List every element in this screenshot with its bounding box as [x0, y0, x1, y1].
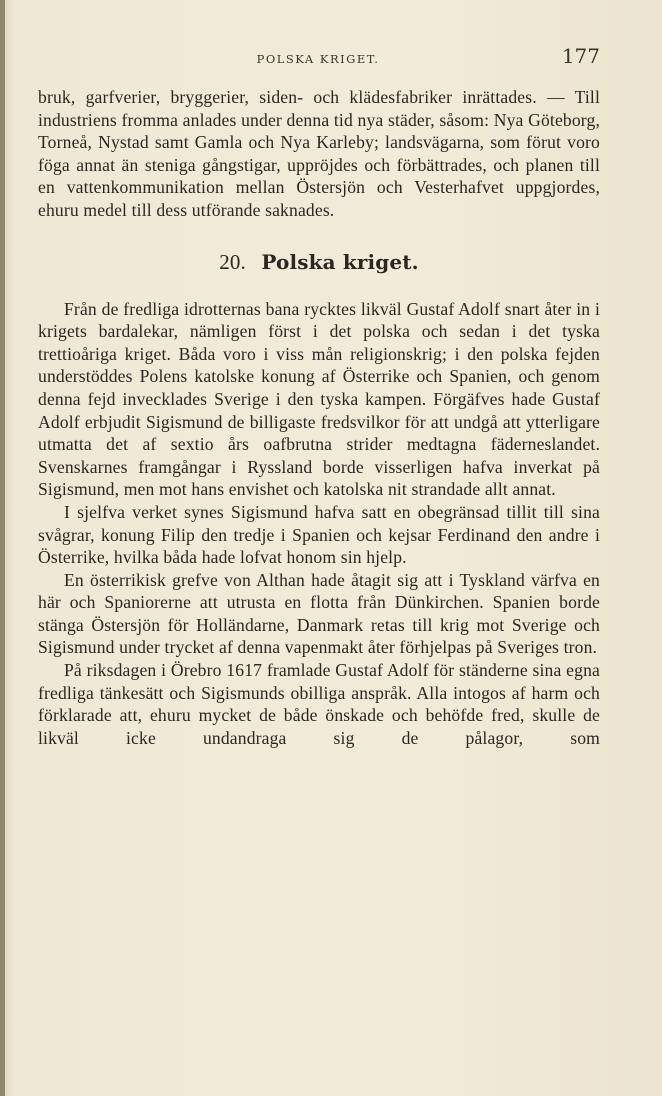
page-number: 177 — [561, 44, 600, 68]
section-number: 20. — [219, 249, 246, 274]
page-body — [38, 86, 600, 749]
opening-paragraph: bruk, garfverier, bryggerier, siden- och klädesfabriker inrättades. — Till industriens fromma anlades under denna tid nya städer, såsom: Nya Göteborg, Torneå, Nystad samt Gamla och Nya Karleby; landsvägarna, som förut voro föga annat än steniga gångstigar, uppröjdes och förbättrades, och planen till en vattenkommunikation mellan Östersjön och Vesterhafvet uppgjordes, ehuru medel till dess utförande saknades. — [38, 87, 600, 220]
paragraph-1: Från de fredliga idrotternas bana rycktes likväl Gustaf Adolf snart åter in i krigets bardalekar, nämligen först i det polska och sedan i det tyska trettioåriga kriget. Båda voro i viss mån religionskrig; i den polska fejden understöddes Polens katolske konung af Österrike och Spanien, och genom denna fejd invecklades Sverige i den tyska kampen. Förgäfves hade Gustaf Adolf erbjudit Sigismund de billigaste fredsvilkor för att undgå att ytterligare utmatta det af sextio års oafbrutna strider medtagna fäderneslandet. Svenskarnes framgångar i Ryssland borde visserligen hafva inverkat på Sigismund, men mot hans envishet och katolska nit strandade allt annat. — [38, 298, 600, 500]
paragraph-3: En österrikisk grefve von Althan hade åtagit sig att i Tyskland värfva en här och Spaniorerne att utrusta en flotta från Dünkirchen. Spanien borde stänga Östersjön för Holländarne, Danmark retas till krig mot Sverige och Sigismund under trycket af denna vapenmakt åter förhjelpas på Sveriges tron. — [38, 569, 600, 658]
paragraph-4: På riksdagen i Örebro 1617 framlade Gustaf Adolf för ständerne sina egna fredliga tänkesätt och Sigismunds obilliga anspråk. Alla intogos af harm och förklarade att, ehuru mycket de både önskade och behöfde fred, skulle de likväl icke undandraga sig de pålagor, som — [38, 660, 600, 748]
paragraph-2: I sjelfva verket synes Sigismund hafva satt en obegränsad tillit till sina svågrar, konung Filip den tredje i Spanien och kejsar Ferdinand den andre i Österrike, hvilka båda hade lofvat honom sin hjelp. — [38, 501, 600, 568]
section-heading — [38, 248, 600, 276]
page-header — [36, 44, 600, 74]
running-title: POLSKA KRIGET. — [256, 52, 380, 66]
section-title: Polska kriget. — [261, 249, 419, 274]
book-spine-edge — [0, 0, 5, 1096]
